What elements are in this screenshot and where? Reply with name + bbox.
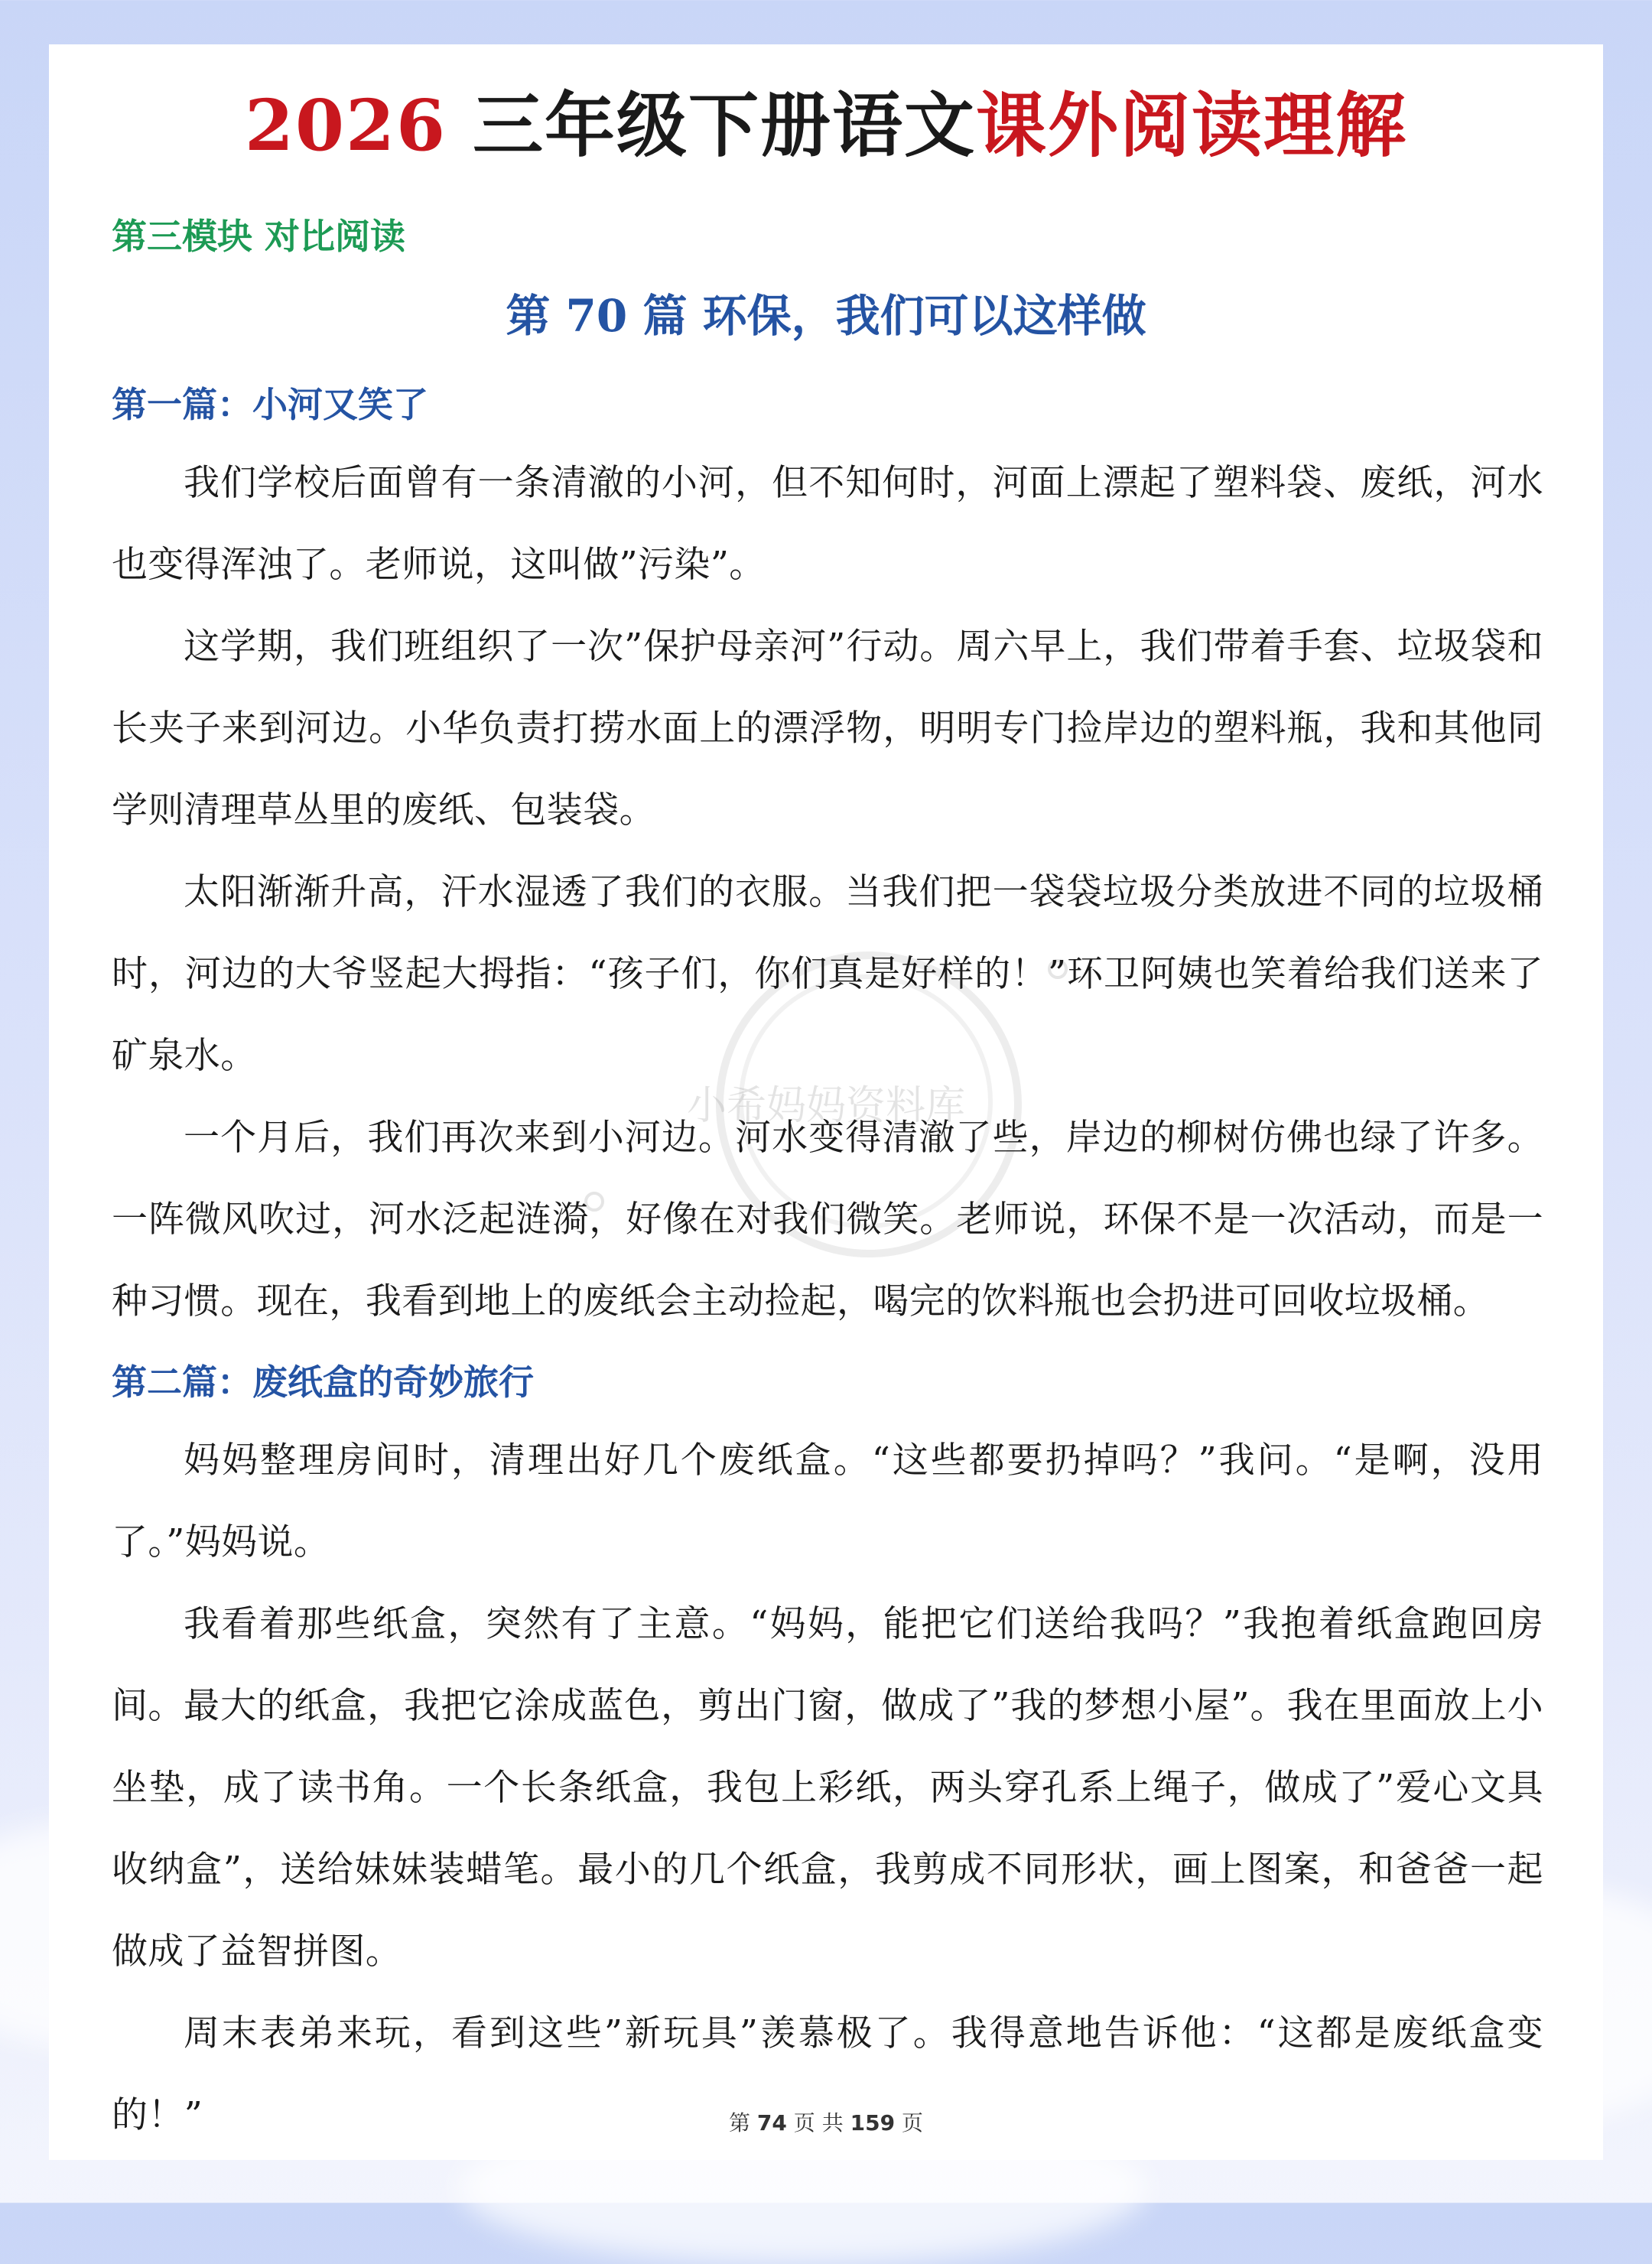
footer-page-number: 74 xyxy=(756,2110,787,2136)
module-label: 第三模块 对比阅读 xyxy=(112,216,406,257)
footer-total-pages: 159 xyxy=(850,2110,896,2136)
section-heading: 第二篇：废纸盒的奇妙旅行 xyxy=(112,1361,534,1403)
paragraph: 最大的纸盒，我把它涂成蓝色，剪出门窗，做成了”我的梦想小屋”。我在里面放上小坐垫，成了读书角。一个长条纸盒，我包上彩纸，两头穿孔系上绳子，做成了”爱心文具收纳盒”，送给妹妹装蜡笔。最小的几个纸盒，我剪成不同形状，画上图案，和爸爸一起做成了益智拼图。 xyxy=(112,1685,1543,1973)
paragraph: 周末表弟来玩，看到这些”新玩具”羡慕极了。我得意地告诉他：“这都是废纸盒变的！” xyxy=(112,2012,1543,2136)
watermark-text: 小希妈妈资料库 xyxy=(686,1083,965,1129)
section-heading: 第一篇：小河又笑了 xyxy=(112,384,428,425)
document-page xyxy=(49,44,1603,2160)
title-main: 三年级下册语文 xyxy=(447,84,977,167)
paragraph: 太阳渐渐升高，汗水湿透了我们的衣服。当我们把一袋袋垃圾分类放进不同的垃圾桶时，河边的大爷竖起大拇指：“孩子们，你们真是好样的！”环卫阿姨也笑着给我们送来了矿泉水。 xyxy=(112,871,1543,1077)
footer-suffix: 页 xyxy=(901,2110,923,2136)
paragraph: 妈妈整理房间时，清理出好几个废纸盒。“这些都要扔掉吗？”我问。“是啊，没用了。”妈妈说。 xyxy=(112,1439,1543,1563)
article-title: 第 70 篇 环保，我们可以这样做 xyxy=(506,290,1146,342)
title-year: 2026 xyxy=(244,84,447,167)
page-footer xyxy=(49,2110,1603,2136)
page-title xyxy=(49,84,1603,167)
paragraph: 我看着那些纸盒，突然有了主意。“妈妈，能把它们送给我吗？”我抱着纸盒跑回房间。 xyxy=(112,1603,1543,1727)
paragraph: 我们学校后面曾有一条清澈的小河，但不知何时，河面上漂起了塑料袋、废纸，河水也变得浑浊了。老师说，这叫做”污染”。 xyxy=(112,462,1543,586)
paragraph: 这学期，我们班组织了一次”保护母亲河”行动。周六早上，我们带着手套、垃圾袋和长夹子来到河边。小华负责打捞水面上的漂浮物，明明专门捡岸边的塑料瓶，我和其他同学则清理草丛里的废纸、包装袋。 xyxy=(112,626,1543,831)
footer-middle: 页 共 xyxy=(793,2110,844,2136)
footer-prefix: 第 xyxy=(729,2110,751,2136)
title-highlight: 课外阅读理解 xyxy=(976,84,1408,167)
paragraph: 一个月后，我们再次来到小河边。河水变得清澈了些，岸边的柳树仿佛也绿了许多。一阵微风吹过，河水泛起涟漪，好像在对我们微笑。老师说，环保不是一次活动，而是一种习惯。现在，我看到地上的废纸会主动捡起，喝完的饮料瓶也会扔进可回收垃圾桶。 xyxy=(112,1117,1543,1322)
